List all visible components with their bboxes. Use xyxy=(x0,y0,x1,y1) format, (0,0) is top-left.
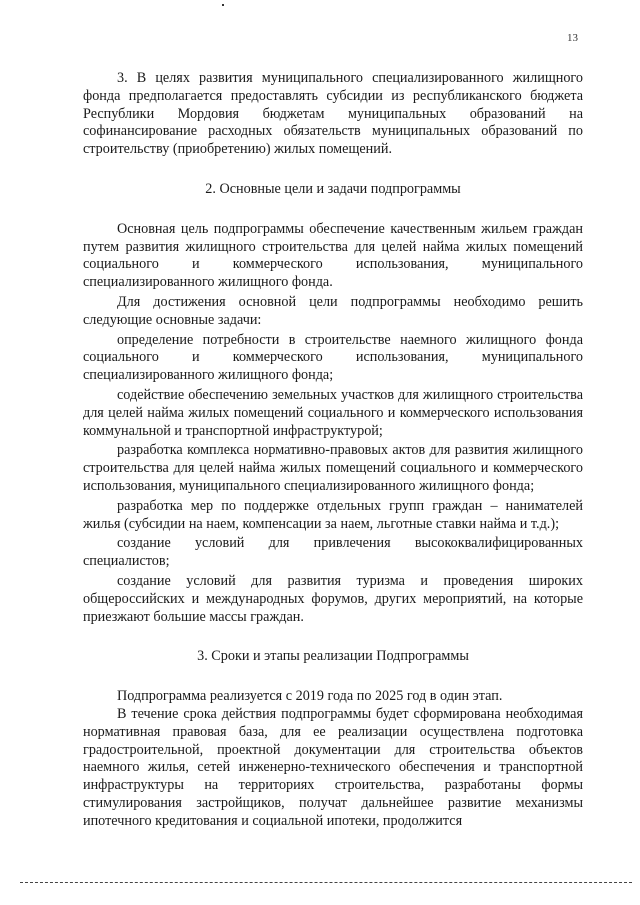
paragraph-implementation: В течение срока действия подпрограммы будет сформирована необходимая нормативная правовая база, для ее реализации осуществлена подготовка градостроительной, проектной документации для строительства объектов наемного жилья, сетей инженерно-технического обеспечения и транспортной инфраструктуры на территориях строительства, разработаны формы стимулирования застройщиков, получат дальнейшее развитие механизмы ипотечного кредитования и социальной ипотеки, продолжится xyxy=(83,705,583,829)
task-item: разработка мер по поддержке отдельных групп граждан – нанимателей жилья (субсидии на наем, компенсации за наем, льготные ставки найма и т.д.); xyxy=(83,497,583,532)
task-item: создание условий для привлечения высококвалифицированных специалистов; xyxy=(83,535,583,570)
bottom-scan-edge xyxy=(20,882,632,883)
paragraph-subsidies: 3. В целях развития муниципального специализированного жилищного фонда предполагается предоставлять субсидии из республиканского бюджета Республики Мордовия бюджетам муниципальных образований на софинансирование расходных обязательств муниципальных образований по строительству (приобретению) жилых помещений. xyxy=(83,70,583,158)
task-item: определение потребности в строительстве наемного жилищного фонда социального и коммерческого использования, муниципального специализированного жилищного фонда; xyxy=(83,331,583,384)
document-body xyxy=(83,70,583,830)
paragraph-tasks-intro: Для достижения основной цели подпрограммы необходимо решить следующие основные задачи: xyxy=(83,293,583,328)
task-item: создание условий для развития туризма и проведения широких общероссийских и международных форумов, других мероприятий, на которые приезжают большие массы граждан. xyxy=(83,572,583,625)
page-number: 13 xyxy=(567,32,578,44)
paragraph-main-goal: Основная цель подпрограммы обеспечение качественным жильем граждан путем развития жилищного строительства для целей найма жилых помещений социального и коммерческого использования, муниципального специализированного жилищного фонда. xyxy=(83,220,583,291)
paragraph-timeline: Подпрограмма реализуется с 2019 года по 2025 год в один этап. xyxy=(117,688,503,705)
scan-mark xyxy=(222,4,224,6)
section-heading-goals: 2. Основные цели и задачи подпрограммы xyxy=(205,180,461,197)
task-item: разработка комплекса нормативно-правовых актов для развития жилищного строительства для целей найма жилых помещений социального и коммерческого использования, муниципального специализированного жилищного фонда; xyxy=(83,442,583,494)
task-item: содействие обеспечению земельных участков для жилищного строительства для целей найма жилых помещений социального и коммерческого использования коммунальной и транспортной инфраструктурой; xyxy=(83,386,583,439)
section-heading-timeline: 3. Сроки и этапы реализации Подпрограммы xyxy=(197,648,469,665)
